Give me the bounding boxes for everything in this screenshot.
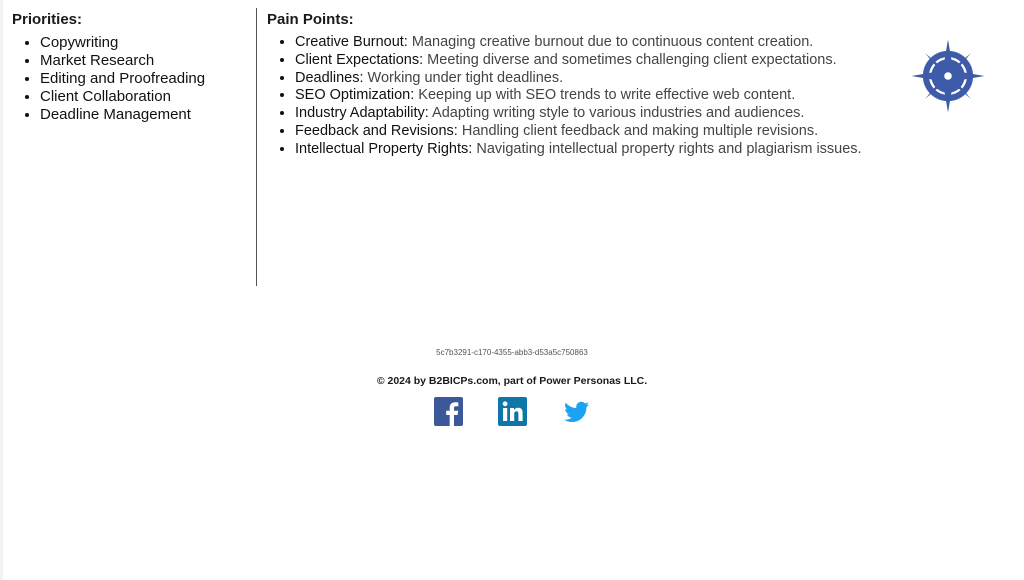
- left-edge-shadow: [0, 0, 3, 580]
- pain-points-section: [267, 11, 887, 159]
- linkedin-icon[interactable]: [498, 397, 527, 426]
- pain-points-heading: Pain Points:: [267, 11, 354, 28]
- pain-point-item: [295, 52, 887, 70]
- pain-point-item: [295, 87, 887, 105]
- priorities-heading: Priorities:: [12, 11, 83, 28]
- column-divider: [256, 8, 257, 286]
- pain-point-description: Managing creative burnout due to continuous content creation.: [407, 34, 814, 50]
- priority-item: • Editing and Proofreading: [40, 70, 252, 88]
- priority-item: • Client Collaboration: [40, 88, 252, 106]
- pain-point-description: Working under tight deadlines.: [363, 69, 564, 86]
- pain-point-term: Feedback and Revisions:: [295, 122, 458, 139]
- priorities-section: [12, 11, 252, 124]
- pain-point-term: SEO Optimization:: [295, 87, 415, 104]
- pain-point-item: [295, 34, 887, 52]
- pain-point-description: Meeting diverse and sometimes challenging client expectations.: [423, 51, 837, 68]
- priority-item: • Deadline Management: [40, 106, 252, 124]
- pain-point-description: Keeping up with SEO trends to write effective web content.: [414, 87, 796, 104]
- pain-point-description: Navigating intellectual property rights and plagiarism issues.: [472, 140, 862, 157]
- pain-point-item: [295, 105, 887, 123]
- facebook-icon[interactable]: [434, 397, 463, 426]
- pain-point-term: Industry Adaptability:: [295, 105, 429, 122]
- pain-point-item: [295, 70, 887, 88]
- priorities-list: [12, 34, 252, 124]
- social-links: [0, 397, 1024, 426]
- pain-point-item: [295, 123, 887, 141]
- pain-point-description: Adapting writing style to various industries and audiences.: [428, 105, 805, 122]
- footer-id: 5c7b3291-c170-4355-abb3-d53a5c750863: [436, 348, 588, 357]
- pain-point-term: Intellectual Property Rights:: [295, 140, 473, 157]
- pain-point-item: [295, 141, 887, 159]
- footer-copyright: © 2024 by B2BICPs.com, part of Power Personas LLC.: [376, 375, 648, 387]
- priority-item: • Copywriting: [40, 34, 252, 52]
- pain-points-list: [267, 34, 887, 159]
- pain-point-description: Handling client feedback and making multiple revisions.: [457, 122, 819, 139]
- pain-point-term: Client Expectations:: [295, 51, 424, 68]
- twitter-icon[interactable]: [562, 397, 591, 426]
- pain-point-term: Deadlines:: [295, 69, 364, 86]
- priority-item: • Market Research: [40, 52, 252, 70]
- compass-icon: [910, 38, 986, 114]
- pain-point-term: Creative Burnout:: [295, 34, 408, 50]
